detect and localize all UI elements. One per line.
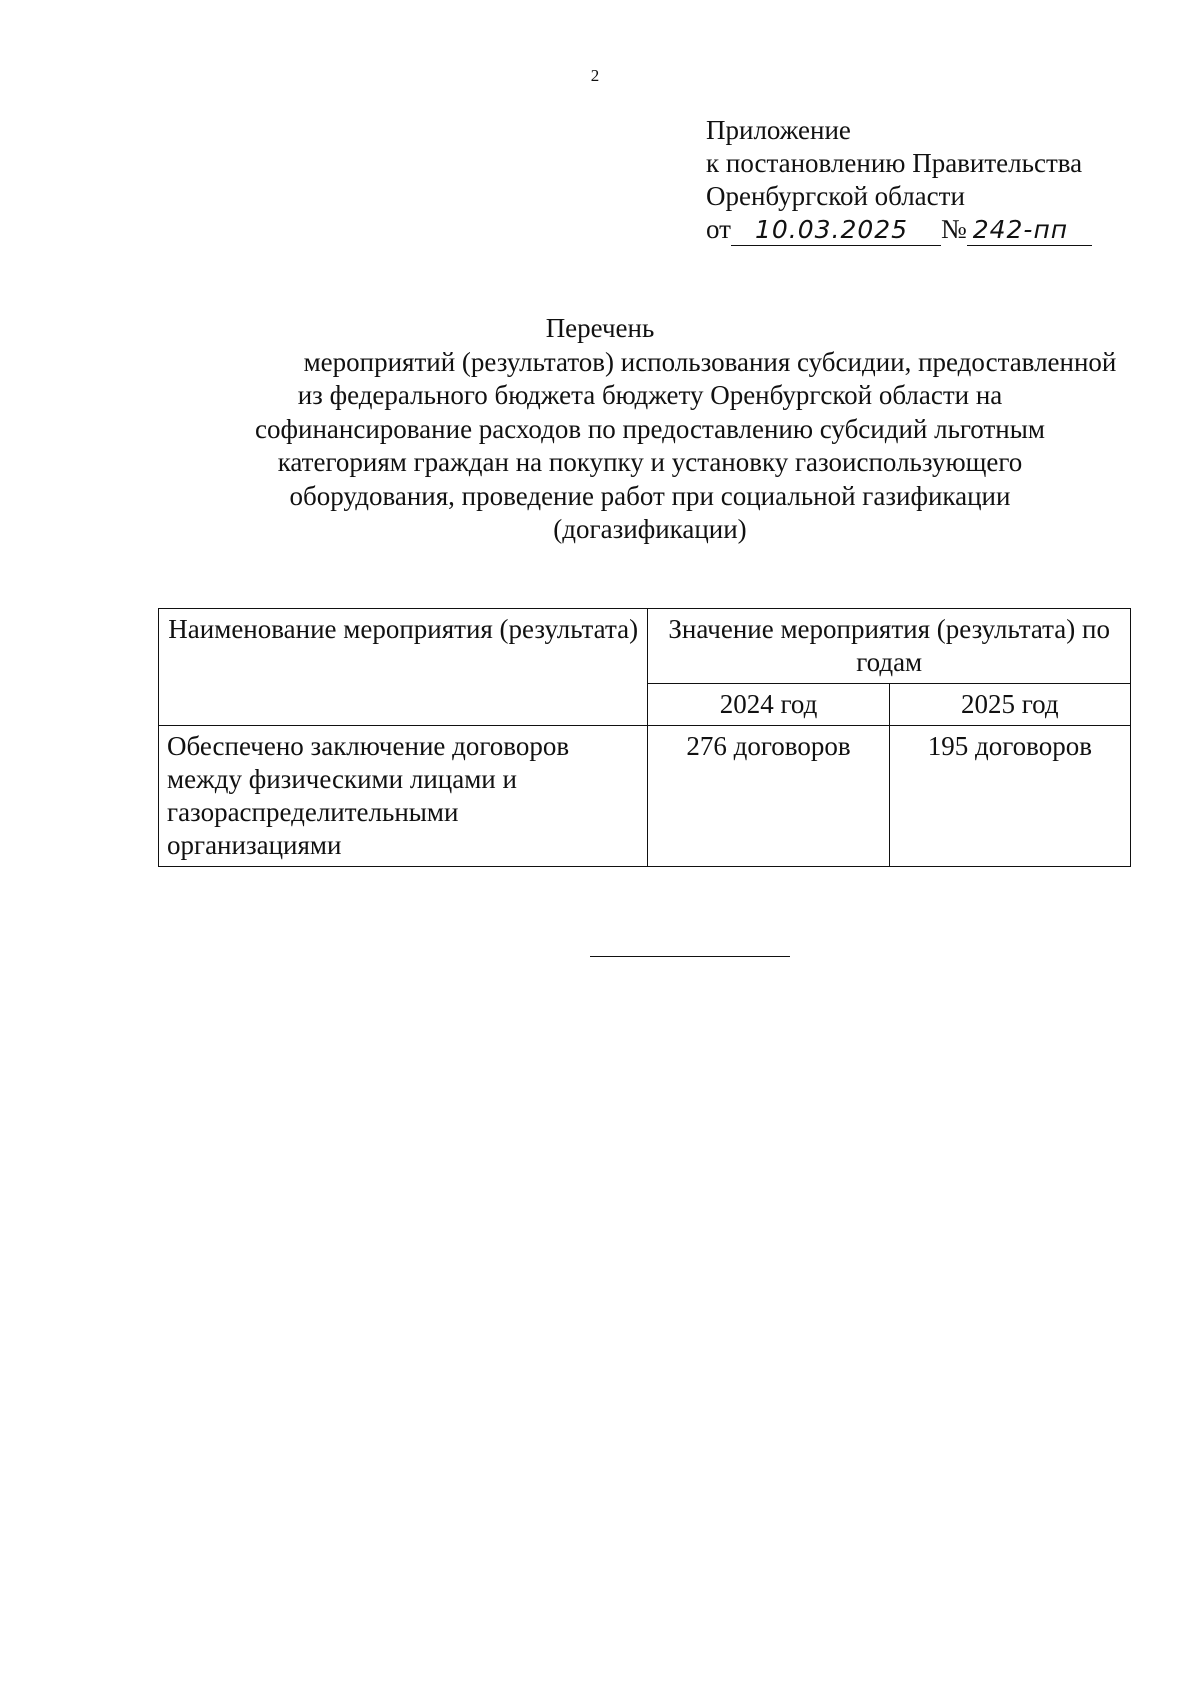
- header-year-2025: 2025 год: [889, 684, 1130, 726]
- row-value-2024: 276 договоров: [648, 726, 889, 867]
- row-name-cell: Обеспечено заключение договоров между физическими лицами и газораспределительными организациями: [159, 726, 648, 867]
- results-table: [158, 608, 1131, 867]
- header-value-cell: Значение мероприятия (результата) по годам: [648, 609, 1131, 684]
- number-prefix: №: [940, 214, 967, 244]
- document-title: [160, 312, 1140, 547]
- header-year-2024: 2024 год: [648, 684, 889, 726]
- title-heading: Перечень: [545, 313, 655, 343]
- appendix-region-line: Оренбургской области: [706, 181, 965, 211]
- appendix-label: Приложение: [706, 115, 851, 145]
- appendix-resolution-line: к постановлению Правительства: [706, 148, 1083, 178]
- table-header-row: [159, 609, 1131, 684]
- title-line: (догазификации): [553, 514, 747, 544]
- appendix-block: [706, 114, 1092, 246]
- page-number: 2: [590, 66, 600, 85]
- date-prefix: от: [706, 214, 731, 244]
- handwritten-number: 242-пп: [967, 215, 1092, 246]
- end-divider: [590, 956, 790, 957]
- title-line: софинансирование расходов по предоставлению субсидий льготным: [255, 413, 1045, 444]
- handwritten-date: 10.03.2025: [731, 215, 941, 246]
- title-line: мероприятий (результатов) использования субсидии, предоставленной: [303, 346, 1117, 377]
- header-name-cell: Наименование мероприятия (результата): [159, 609, 648, 726]
- row-value-2025: 195 договоров: [889, 726, 1130, 867]
- title-line: из федерального бюджета бюджету Оренбургской области на: [297, 380, 1003, 410]
- table-row: [159, 726, 1131, 867]
- title-line: оборудования, проведение работ при социальной газификации: [289, 480, 1011, 511]
- appendix-date-line: [706, 213, 1092, 246]
- title-line: категориям граждан на покупку и установку газоиспользующего: [277, 447, 1023, 477]
